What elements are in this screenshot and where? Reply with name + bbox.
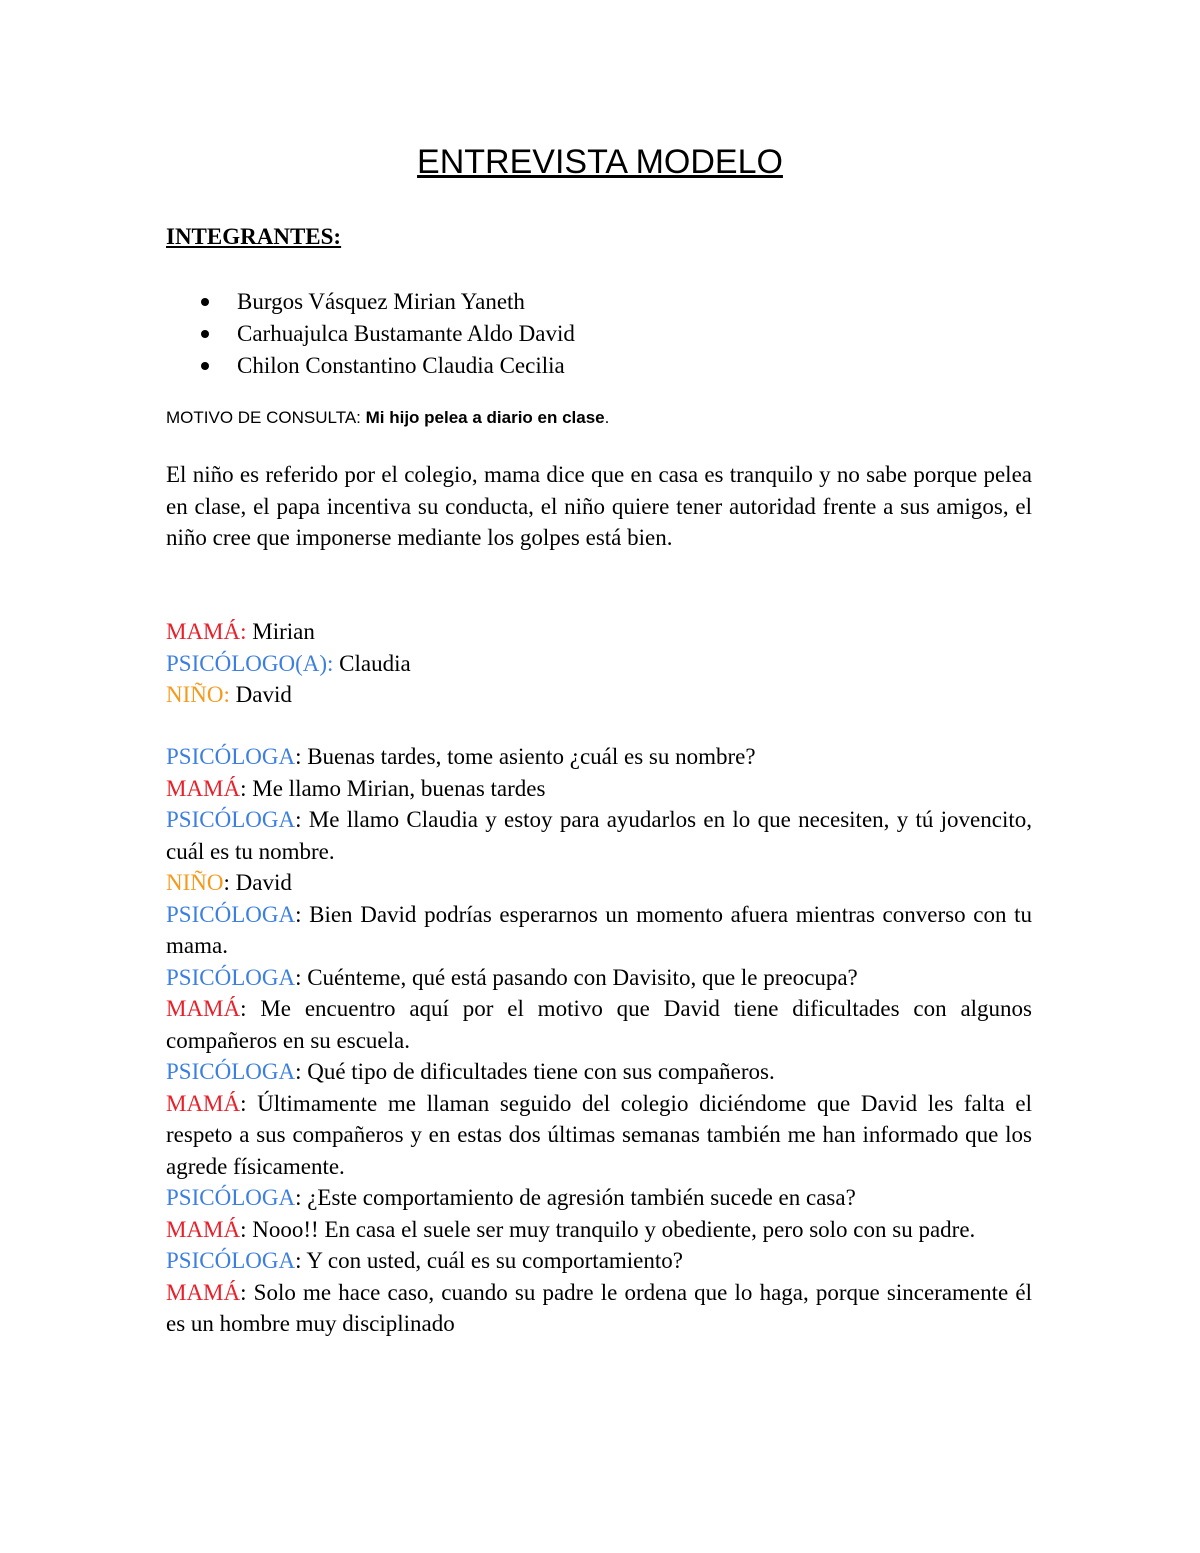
cast-name: David	[229, 682, 292, 707]
cast-name: Mirian	[246, 619, 315, 644]
cast-role: PSICÓLOGO(A):	[166, 650, 334, 676]
consultation-reason-label: MOTIVO DE CONSULTA:	[166, 408, 366, 427]
case-summary: El niño es referido por el colegio, mama dice que en casa es tranquilo y no sabe porque pelea en clase, el papa incentiva su conducta, el niño quiere tener autoridad frente a sus amigos, el niño cree que imponerse mediante los golpes está bien.	[166, 462, 1032, 550]
dialogue-line	[166, 1088, 1032, 1183]
members-heading: INTEGRANTES:	[166, 224, 342, 249]
member-name: Carhuajulca Bustamante Aldo David	[237, 321, 575, 346]
document-title: ENTREVISTA MODELO	[417, 143, 783, 181]
speaker-label: NIÑO	[166, 870, 224, 895]
members-list	[166, 286, 575, 382]
speaker-label: PSICÓLOGA	[166, 901, 296, 927]
consultation-reason-text: Mi hijo pelea a diario en clase	[365, 408, 605, 427]
dialogue-line	[166, 867, 1032, 899]
dialogue-line	[166, 804, 1032, 867]
dialogue-text: : Qué tipo de dificultades tiene con sus compañeros.	[295, 1059, 775, 1084]
dialogue-text: : Nooo!! En casa el suele ser muy tranquilo y obediente, pero solo con su padre.	[240, 1216, 976, 1242]
dialogue-text: : Buenas tardes, tome asiento ¿cuál es su nombre?	[295, 744, 756, 769]
interview-dialogue	[166, 741, 1032, 1340]
dialogue-line	[166, 741, 1032, 773]
dialogue-text: : Me llamo Mirian, buenas tardes	[240, 775, 546, 801]
dialogue-line	[166, 993, 1032, 1056]
cast-entry-mama	[166, 616, 411, 648]
speaker-label: PSICÓLOGA	[166, 744, 296, 769]
bullet-icon	[201, 362, 209, 370]
speaker-label: MAMÁ	[166, 775, 241, 801]
dialogue-line	[166, 1245, 1032, 1277]
cast-role: NIÑO:	[166, 682, 230, 707]
dialogue-line	[166, 1214, 1032, 1246]
dialogue-text: : Me llamo Claudia y estoy para ayudarlos en lo que necesiten, y tú jovencito, cuál es tu nombre.	[166, 807, 1032, 864]
dialogue-line	[166, 1182, 1032, 1214]
dialogue-text: : ¿Este comportamiento de agresión también sucede en casa?	[295, 1185, 856, 1210]
member-item	[166, 350, 575, 382]
speaker-label: MAMÁ	[166, 1279, 241, 1305]
bullet-icon	[201, 298, 209, 306]
speaker-label: MAMÁ	[166, 1090, 241, 1116]
speaker-label: PSICÓLOGA	[166, 807, 296, 832]
dialogue-text: : Y con usted, cuál es su comportamiento?	[295, 1248, 683, 1273]
speaker-label: MAMÁ	[166, 1216, 241, 1242]
dialogue-text: : Me encuentro aquí por el motivo que David tiene dificultades con algunos compañeros en su escuela.	[166, 996, 1032, 1053]
member-name: Chilon Constantino Claudia Cecilia	[237, 353, 565, 378]
bullet-icon	[201, 330, 209, 338]
dialogue-text: : Solo me hace caso, cuando su padre le ordena que lo haga, porque sinceramente él es un hombre muy disciplinado	[166, 1279, 1032, 1336]
consultation-reason-end: .	[604, 408, 610, 427]
cast-role: MAMÁ:	[166, 619, 247, 644]
speaker-label: PSICÓLOGA	[166, 1059, 296, 1084]
member-item	[166, 286, 575, 318]
cast-entry-nino	[166, 679, 411, 711]
dialogue-line	[166, 1056, 1032, 1088]
speaker-label: PSICÓLOGA	[166, 964, 296, 990]
dialogue-line	[166, 1277, 1032, 1340]
dialogue-text: : Cuénteme, qué está pasando con Davisito, que le preocupa?	[295, 964, 858, 990]
dialogue-text: : Últimamente me llaman seguido del colegio diciéndome que David les falta el respeto a sus compañeros y en estas dos últimas semanas también me han informado que los agrede físicamente.	[166, 1090, 1032, 1179]
dialogue-line	[166, 899, 1032, 962]
speaker-label: PSICÓLOGA	[166, 1185, 296, 1210]
consultation-reason	[166, 405, 609, 431]
dialogue-line	[166, 773, 1032, 805]
member-item	[166, 318, 575, 350]
dialogue-text: : David	[223, 870, 292, 895]
dialogue-text: : Bien David podrías esperarnos un momento afuera mientras converso con tu mama.	[166, 901, 1032, 958]
speaker-label: PSICÓLOGA	[166, 1248, 296, 1273]
cast-name: Claudia	[333, 650, 411, 676]
member-name: Burgos Vásquez Mirian Yaneth	[237, 289, 525, 314]
dialogue-line	[166, 962, 1032, 994]
cast-entry-psicologa	[166, 648, 411, 680]
speaker-label: MAMÁ	[166, 996, 241, 1021]
cast-list	[166, 616, 411, 711]
